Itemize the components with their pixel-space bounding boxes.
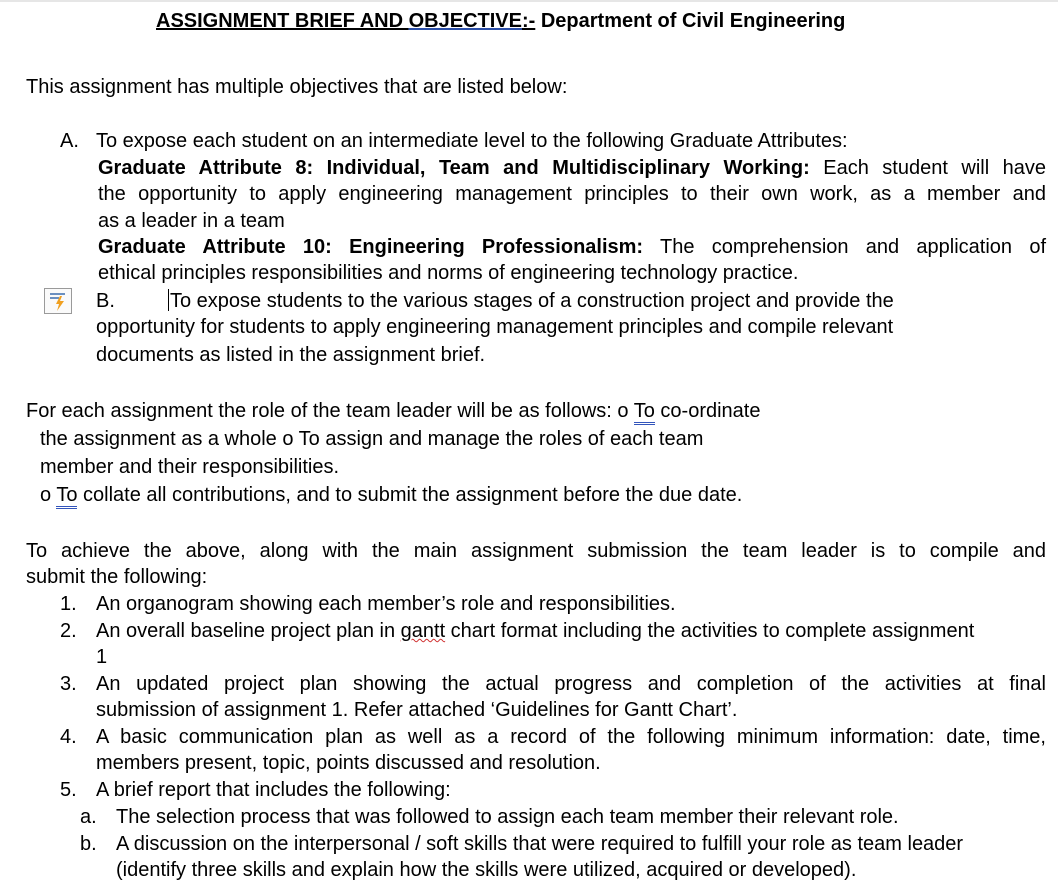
sub-item-b-marker: b. <box>80 833 97 855</box>
text-cursor <box>168 289 169 311</box>
item-4-marker: 4. <box>60 726 77 748</box>
team-leader-line1: For each assignment the role of the team leader will be as follows: o To co-ordinate <box>26 398 760 424</box>
to-link-2[interactable]: To <box>56 484 77 509</box>
sub-item-a-marker: a. <box>80 806 97 828</box>
item-4-line1: A basic communication plan as well as a record of the following minimum information: date, time, <box>96 726 1046 748</box>
top-border <box>0 0 1058 2</box>
ga10-line1: Graduate Attribute 10: Engineering Professionalism: The comprehension and application of <box>98 236 1046 258</box>
item-3-line1: An updated project plan showing the actual progress and completion of the activities at final <box>96 673 1046 695</box>
objective-a-marker: A. <box>60 130 79 152</box>
sub-item-a-text: The selection process that was followed to assign each team member their relevant role. <box>116 806 899 828</box>
intro-text: This assignment has multiple objectives that are listed below: <box>26 76 568 98</box>
item-3-marker: 3. <box>60 673 77 695</box>
item-2-line2: 1 <box>96 646 108 668</box>
item-3-line2: submission of assignment 1. Refer attached ‘Guidelines for Gantt Chart’. <box>96 699 738 721</box>
achieve-line1: To achieve the above, along with the main assignment submission the team leader is to compile and <box>26 540 1046 562</box>
item-1-text: An organogram showing each member’s role and responsibilities. <box>96 593 676 615</box>
item-2-marker: 2. <box>60 620 77 642</box>
item-4-line2: members present, topic, points discussed and resolution. <box>96 752 601 774</box>
sub-item-b-line1: A discussion on the interpersonal / soft skills that were required to fulfill your role as team leader <box>116 833 964 855</box>
ga8-line3: as a leader in a team <box>98 210 285 232</box>
objective-b-line2: opportunity for students to apply engineering management principles and compile relevant <box>96 316 894 338</box>
sub-item-b-line2: (identify three skills and explain how the skills were utilized, acquired or developed). <box>116 859 857 881</box>
team-leader-line2: the assignment as a whole o To assign and manage the roles of each team <box>40 428 704 450</box>
ga8-line1: Graduate Attribute 8: Individual, Team and Multidisciplinary Working: Each student will have <box>98 157 1046 179</box>
team-leader-line3: member and their responsibilities. <box>40 456 340 478</box>
objective-b-marker: B. <box>96 290 115 312</box>
spelling-flag[interactable]: gantt <box>400 620 446 642</box>
ga10-line2: ethical principles responsibilities and norms of engineering technology practice. <box>98 262 799 284</box>
item-2-line1: An overall baseline project plan in gantt chart format including the activities to complete assignment <box>96 620 975 642</box>
ga8-line2: the opportunity to apply engineering management principles to their own work, as a member and <box>98 183 1046 205</box>
smart-tag-icon[interactable] <box>44 288 72 314</box>
team-leader-line4: o To collate all contributions, and to submit the assignment before the due date. <box>40 482 742 508</box>
objective-a-text: To expose each student on an intermediate level to the following Graduate Attributes: <box>96 130 848 152</box>
item-5-text: A brief report that includes the following: <box>96 779 451 801</box>
item-5-marker: 5. <box>60 779 77 801</box>
objective-b-line1: To expose students to the various stages of a construction project and provide the <box>170 290 894 312</box>
objective-b-line3: documents as listed in the assignment brief. <box>96 344 486 366</box>
achieve-line2: submit the following: <box>26 566 208 588</box>
to-link-1[interactable]: To <box>634 400 655 425</box>
item-1-marker: 1. <box>60 593 77 615</box>
page-title: ASSIGNMENT BRIEF AND OBJECTIVE:- Department of Civil Engineering <box>156 10 846 32</box>
